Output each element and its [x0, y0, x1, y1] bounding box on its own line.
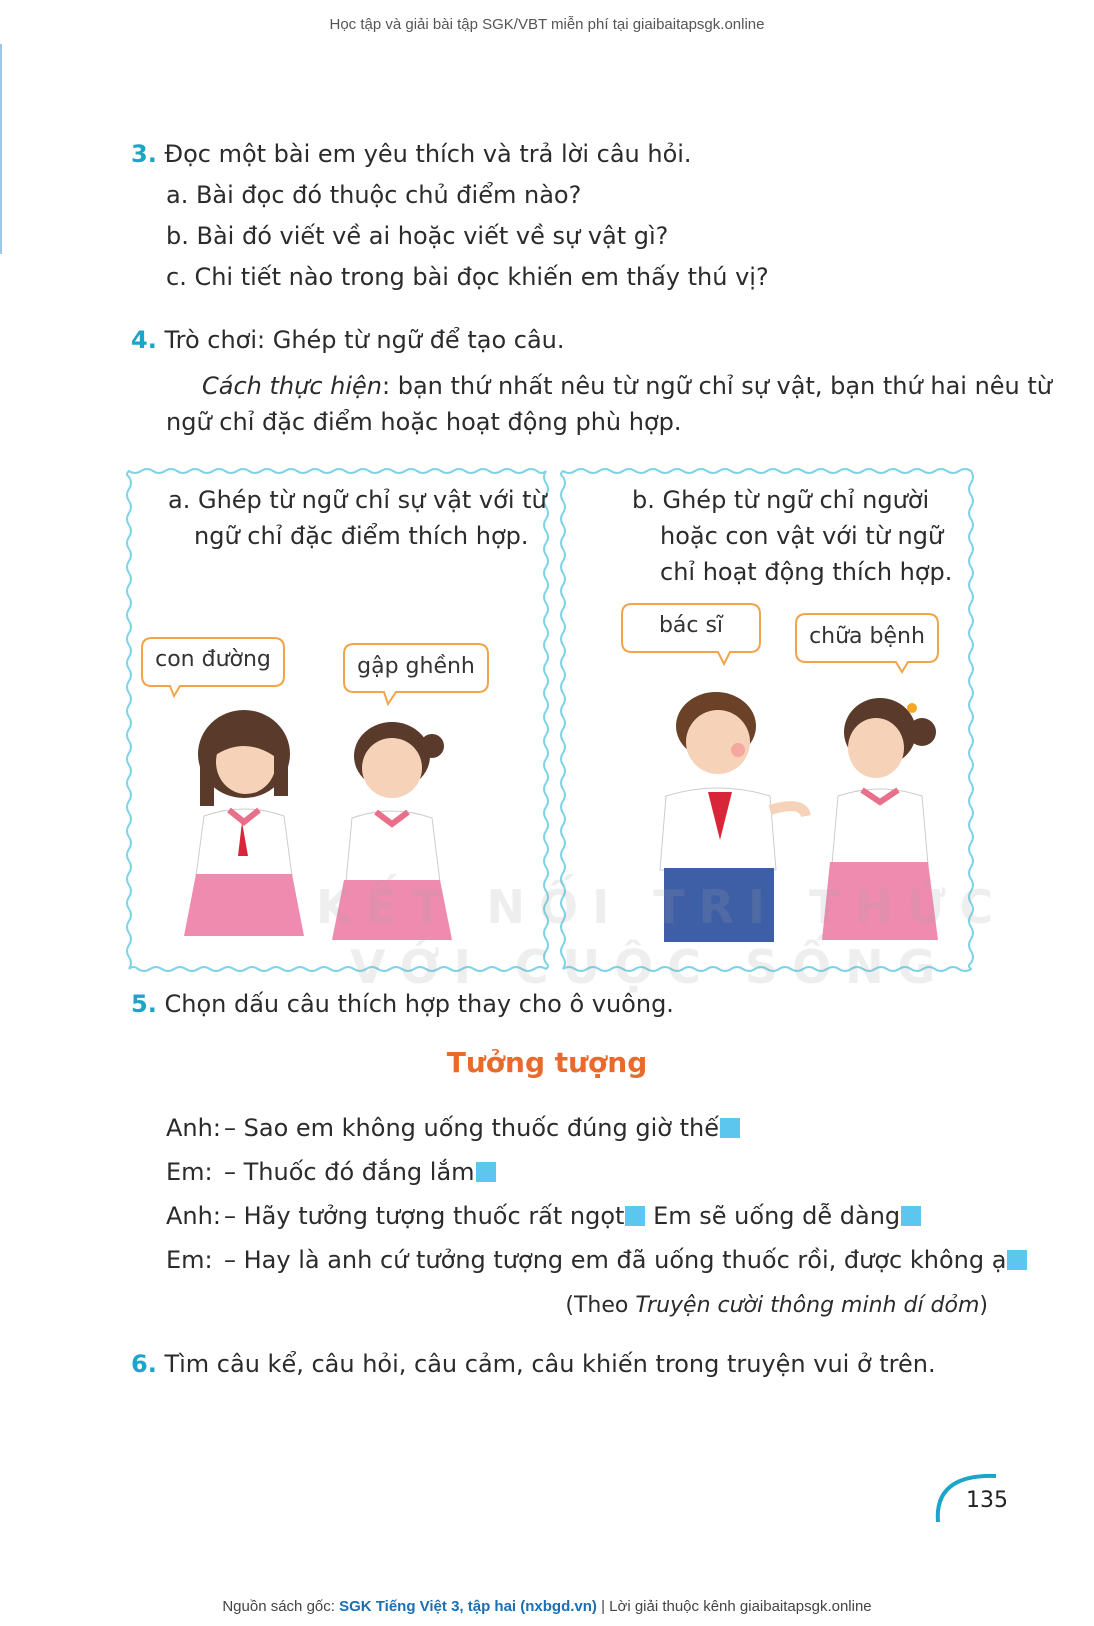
blank-box[interactable]: [625, 1206, 645, 1226]
speaker-1: Anh:: [166, 1114, 221, 1142]
speech-bubble-chua-benh: [794, 612, 940, 672]
watermark-line2: VỚI CUỘC SỐNG: [350, 940, 950, 994]
watermark-line1: KẾT NỐI TRI THỨC: [316, 880, 1008, 934]
q6-text: Tìm câu kể, câu hỏi, câu cảm, câu khiến trong truyện vui ở trên.: [164, 1350, 936, 1378]
box-b-line2: hoặc con vật với từ ngữ: [660, 522, 944, 550]
q5-text: Chọn dấu câu thích hợp thay cho ô vuông.: [164, 990, 674, 1018]
dialogue-text-3a: – Hãy tưởng tượng thuốc rất ngọt: [224, 1202, 625, 1230]
q6-prompt: [131, 1350, 936, 1378]
source-prefix: (Theo: [565, 1293, 636, 1318]
q4-method: [202, 372, 1052, 400]
q5-number: 5.: [131, 990, 157, 1018]
q6-number: 6.: [131, 1350, 157, 1378]
dialogue-text-1: – Sao em không uống thuốc đúng giờ thế: [224, 1114, 719, 1142]
q3-item-a: a. Bài đọc đó thuộc chủ điểm nào?: [166, 181, 582, 209]
dialogue-line-4: [166, 1246, 1027, 1274]
q3-item-c: c. Chi tiết nào trong bài đọc khiến em thấy thú vị?: [166, 263, 769, 291]
blank-box[interactable]: [720, 1118, 740, 1138]
footer-prefix: Nguồn sách gốc:: [222, 1598, 340, 1615]
speech-bubble-gap-ghenh: [342, 642, 490, 704]
footer-note: [0, 1598, 1094, 1615]
story-title: Tưởng tượng: [446, 1046, 648, 1079]
speech-bubble-bac-si: [620, 602, 762, 664]
dialogue-text-3b: Em sẽ uống dễ dàng: [645, 1202, 901, 1230]
q5-prompt: [131, 990, 674, 1018]
story-source: [565, 1293, 988, 1318]
source-suffix: ): [979, 1293, 988, 1318]
dialogue-line-1: [166, 1114, 740, 1142]
footer-suffix: | Lời giải thuộc kênh giaibaitapsgk.online: [596, 1598, 872, 1615]
bubble-text-chua-benh: chữa bệnh: [809, 624, 925, 649]
box-a-line1: a. Ghép từ ngữ chỉ sự vật với từ: [168, 486, 547, 514]
girl-illustration-1: [174, 706, 314, 946]
box-b-line3: chỉ hoạt động thích hợp.: [660, 558, 953, 586]
blank-box[interactable]: [1007, 1250, 1027, 1270]
q3-text: Đọc một bài em yêu thích và trả lời câu hỏi.: [164, 140, 692, 168]
speaker-3: Anh:: [166, 1202, 221, 1230]
source-title: Truyện cười thông minh dí dỏm: [635, 1293, 980, 1318]
q4-number: 4.: [131, 326, 157, 354]
dialogue-text-2: – Thuốc đó đắng lắm: [224, 1158, 475, 1186]
q4-text: Trò chơi: Ghép từ ngữ để tạo câu.: [164, 326, 565, 354]
dialogue-line-3: [166, 1202, 921, 1230]
box-a-line2: ngữ chỉ đặc điểm thích hợp.: [194, 522, 529, 550]
speech-bubble-con-duong: [140, 636, 286, 696]
dialogue-line-2: [166, 1158, 496, 1186]
q3-prompt: [131, 140, 692, 168]
q4-method-line1: : bạn thứ nhất nêu từ ngữ chỉ sự vật, bạn thứ hai nêu từ: [382, 372, 1053, 400]
dialogue-text-4: – Hay là anh cứ tưởng tượng em đã uống thuốc rồi, được không ạ: [224, 1246, 1007, 1274]
footer-source-link[interactable]: SGK Tiếng Việt 3, tập hai (nxbgd.vn): [339, 1598, 597, 1615]
q4-prompt: [131, 326, 565, 354]
q4-method-line2: ngữ chỉ đặc điểm hoặc hoạt động phù hợp.: [166, 408, 682, 436]
bubble-text-con-duong: con đường: [155, 647, 271, 672]
q3-item-b: b. Bài đó viết về ai hoặc viết về sự vật gì?: [166, 222, 669, 250]
box-b-line1: b. Ghép từ ngữ chỉ người: [632, 486, 930, 514]
bubble-text-gap-ghenh: gập ghềnh: [357, 654, 475, 679]
bubble-text-bac-si: bác sĩ: [658, 613, 724, 638]
left-margin-bar: [0, 44, 2, 254]
blank-box[interactable]: [901, 1206, 921, 1226]
top-note: Học tập và giải bài tập SGK/VBT miễn phí tại giaibaitapsgk.online: [329, 16, 765, 33]
q3-number: 3.: [131, 140, 157, 168]
page-number: 135: [966, 1488, 1008, 1513]
speaker-4: Em:: [166, 1246, 213, 1274]
blank-box[interactable]: [476, 1162, 496, 1182]
q4-method-label: Cách thực hiện: [202, 372, 383, 400]
speaker-2: Em:: [166, 1158, 213, 1186]
